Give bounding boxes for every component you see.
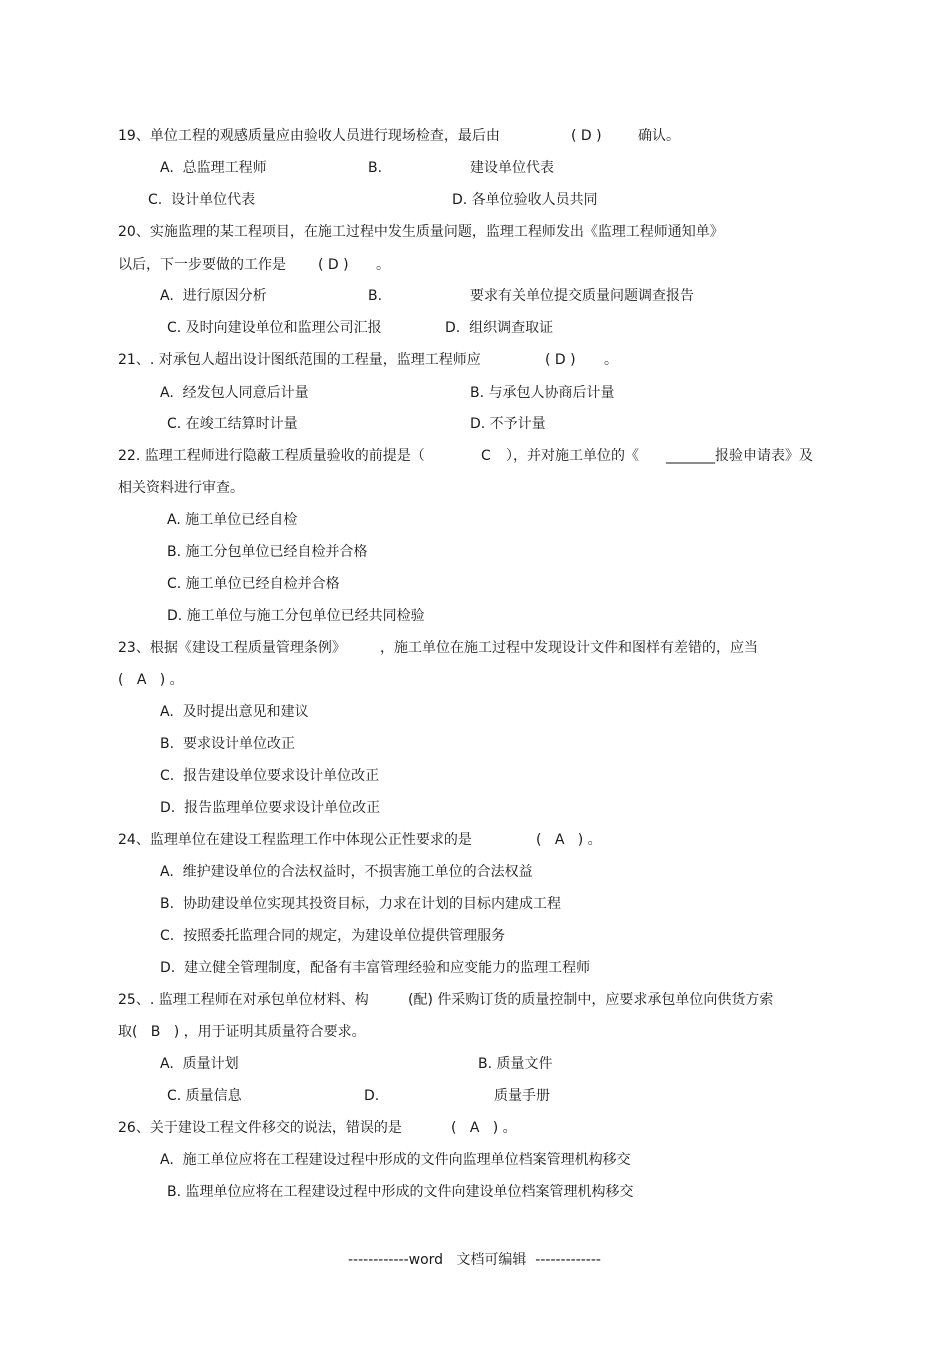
q22-stem-blank: _______报验申请表》及 xyxy=(666,448,813,464)
q20-stem: 20、实施监理的某工程项目，在施工过程中发生质量问题，监理工程师发出《监理工程师通知单》 xyxy=(118,224,724,240)
q22-stem: 22. 监理工程师进行隐蔽工程质量验收的前提是（ xyxy=(118,448,425,464)
q19-stem-end: 确认。 xyxy=(638,128,680,144)
q24-option-a: A. 维护建设单位的合法权益时，不损害施工单位的合法权益 xyxy=(160,864,533,880)
q19-option-c: C. 设计单位代表 xyxy=(148,192,256,208)
q26-stem: 26、关于建设工程文件移交的说法，错误的是 xyxy=(118,1120,402,1136)
q25-stem-continued: (配) 件采购订货的质量控制中，应要求承包单位向供货方索 xyxy=(408,992,774,1008)
q22-stem-middle: ），并对施工单位的《 xyxy=(506,448,639,464)
q23-stem-continued: ，施工单位在施工过程中发现设计文件和图样有差错的，应当 xyxy=(380,640,758,656)
q25-stem-line2: 取( B ) ，用于证明其质量符合要求。 xyxy=(118,1024,366,1040)
q25-option-b: B. 质量文件 xyxy=(478,1056,553,1072)
q22-option-a: A. 施工单位已经自检 xyxy=(167,512,298,528)
q21-option-d: D. 不予计量 xyxy=(470,416,546,432)
q20-option-b-text: 要求有关单位提交质量问题调查报告 xyxy=(470,288,694,304)
q20-option-a: A. 进行原因分析 xyxy=(160,288,267,304)
q25-stem: 25、. 监理工程师在对承包单位材料、构 xyxy=(118,992,369,1008)
q23-option-c: C. 报告建设单位要求设计单位改正 xyxy=(160,768,380,784)
q25-option-c: C. 质量信息 xyxy=(167,1088,242,1104)
q20-stem-line2: 以后，下一步要做的工作是 xyxy=(118,257,286,273)
q22-option-d: D. 施工单位与施工分包单位已经共同检验 xyxy=(167,608,425,624)
q22-stem-line2: 相关资料进行审查。 xyxy=(118,480,244,496)
q21-stem-end: 。 xyxy=(604,352,618,368)
q26-option-b: B. 监理单位应将在工程建设过程中形成的文件向建设单位档案管理机构移交 xyxy=(167,1184,634,1200)
q19-option-d: D. 各单位验收人员共同 xyxy=(452,192,598,208)
q23-answer: ( A ) 。 xyxy=(118,672,184,688)
q21-option-c: C. 在竣工结算时计量 xyxy=(167,416,298,432)
q21-option-b: B. 与承包人协商后计量 xyxy=(470,385,615,401)
q19-option-b-text: 建设单位代表 xyxy=(470,160,554,176)
q22-option-c: C. 施工单位已经自检并合格 xyxy=(167,576,340,592)
q23-option-d: D. 报告监理单位要求设计单位改正 xyxy=(160,800,381,816)
q21-stem: 21、. 对承包人超出设计图纸范围的工程量，监理工程师应 xyxy=(118,352,481,368)
q22-option-b: B. 施工分包单位已经自检并合格 xyxy=(167,544,368,560)
q25-option-a: A. 质量计划 xyxy=(160,1056,239,1072)
q20-stem-end: 。 xyxy=(376,257,390,273)
q24-option-b: B. 协助建设单位实现其投资目标，力求在计划的目标内建成工程 xyxy=(160,896,561,912)
q24-option-d: D. 建立健全管理制度，配备有丰富管理经验和应变能力的监理工程师 xyxy=(160,960,591,976)
q25-option-d-letter: D. xyxy=(364,1088,380,1104)
q19-option-b-letter: B. xyxy=(368,160,383,176)
q21-option-a: A. 经发包人同意后计量 xyxy=(160,385,309,401)
q26-answer: ( A ) 。 xyxy=(451,1120,517,1136)
q23-stem: 23、根据《建设工程质量管理条例》 xyxy=(118,640,346,656)
q25-option-d-text: 质量手册 xyxy=(494,1088,550,1104)
q19-option-a: A. 总监理工程师 xyxy=(160,160,267,176)
q19-stem: 19、单位工程的观感质量应由验收人员进行现场检查，最后由 xyxy=(118,128,500,144)
page-footer: ------------word 文档可编辑 ------------- xyxy=(348,1252,601,1268)
q20-option-b-letter: B. xyxy=(368,288,383,304)
q24-stem: 24、监理单位在建设工程监理工作中体现公正性要求的是 xyxy=(118,832,472,848)
q26-option-a: A. 施工单位应将在工程建设过程中形成的文件向监理单位档案管理机构移交 xyxy=(160,1152,631,1168)
q20-option-c: C. 及时向建设单位和监理公司汇报 xyxy=(167,320,382,336)
q23-option-a: A. 及时提出意见和建议 xyxy=(160,704,309,720)
q24-answer: ( A ) 。 xyxy=(536,832,602,848)
q24-option-c: C. 按照委托监理合同的规定，为建设单位提供管理服务 xyxy=(160,928,506,944)
q20-answer: ( D ) xyxy=(318,257,349,273)
q21-answer: ( D ) xyxy=(545,352,576,368)
q23-option-b: B. 要求设计单位改正 xyxy=(160,736,295,752)
q22-answer: C xyxy=(481,448,491,464)
q20-option-d: D. 组织调查取证 xyxy=(445,320,554,336)
q19-answer: ( D ) xyxy=(571,128,602,144)
